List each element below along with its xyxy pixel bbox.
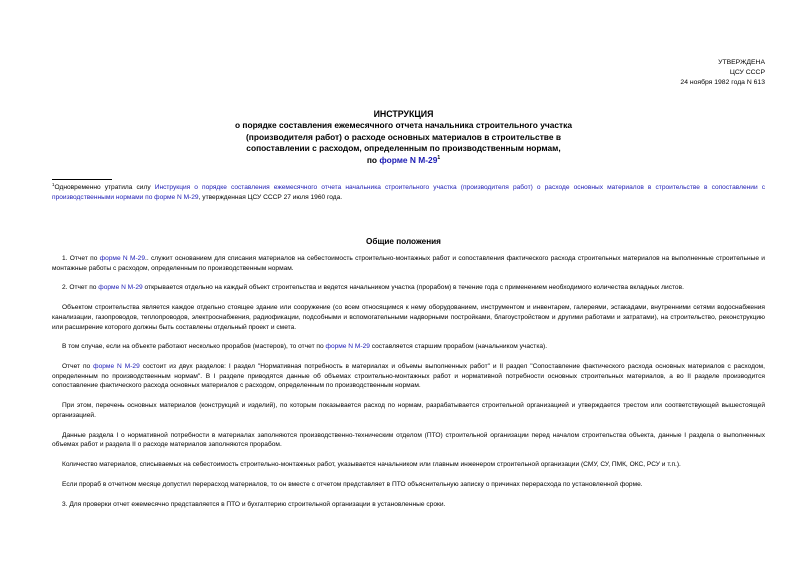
approval-line-approved: УТВЕРЖДЕНА (718, 59, 765, 66)
title-line-1: о порядке составления ежемесячного отчета начальника строительного участка (234, 120, 572, 131)
superseded-instruction-link[interactable]: Инструкция о порядке составления ежемесячного отчета начальника строительного участка (производителя работ) о расходе основных материалов в строительстве в сопоставлении с производственными нормами по форме N М-29 (52, 184, 766, 202)
paragraph-7: Данные раздела I о нормативной потребности в материалах заполняются производственно-техническим отделом (ПТО) строительной организации перед началом строительства объекта, данные I раздела о выполненных объемах работ и раздела II о расходе материалов заполняются прорабом. (52, 431, 765, 449)
footnote-mark: 1 (52, 182, 55, 187)
paragraph-5-text-b: состоит из двух разделов: I раздел "Нормативная потребность в материалах и объемы выполненных работ" и II раздел "Сопоставление фактического расхода основных материалов с расходом, определенным по производственным нормам". В I разделе приводятся данные об объемах строительно-монтажных работ и нормативной потребности основных строительных материалов, а во II разделе производится сопоставление фактического расхода основных материалов с расходом, определенным по производственным нормам. (52, 363, 765, 390)
document-title (0, 108, 807, 167)
document-body (52, 254, 765, 520)
form-m29-link-p5[interactable]: форме N М-29 (93, 363, 140, 371)
title-footnote-mark[interactable]: 1 (437, 155, 441, 162)
title-line-4-prefix: по (366, 154, 378, 165)
footnote-prefix: Одновременно утратила силу (54, 184, 151, 192)
title-line-2: (производителя работ) о расходе основных материалов в строительстве в (246, 131, 561, 142)
paragraph-6: При этом, перечень основных материалов (конструкций и изделий), по которым показывается расход по нормам, разрабатывается строительной организацией и утверждается трестом или соответствующей вышестоящей организацией. (52, 402, 765, 419)
paragraph-2 (52, 283, 765, 293)
section-title-general: Общие положения (366, 237, 441, 246)
paragraph-5 (52, 362, 765, 391)
approval-stamp (680, 58, 765, 89)
paragraph-3: Объектом строительства является каждое отдельно стоящее здание или сооружение (со всем относящимся к нему оборудованием, инструментом и инвентарем, галереями, эстакадами, внутренними сетями водоснабжения канализации, газопроводов, теплопроводов, электроснабжения, радиофикации, подсобными и вспомогательными надворными постройками, благоустройством и другими работами и затратами), на строительство, реконструкцию или расширение которого должны быть составлены отдельный проект и смета. (52, 304, 765, 331)
paragraph-4-text-b: составляется старшим прорабом (начальником участка). (369, 343, 548, 351)
paragraph-4-text-a: В том случае, если на объекте работают несколько прорабов (мастеров), то отчет по (62, 343, 326, 351)
footnote (52, 182, 765, 204)
form-m29-link-p4[interactable]: форме N М-29 (325, 343, 370, 351)
paragraph-2-text-a: 2. Отчет по (62, 284, 99, 292)
approval-line-date: 24 ноября 1982 года N 613 (680, 79, 765, 87)
paragraph-1-text-a: 1. Отчет по (62, 255, 100, 262)
form-m29-link-p2[interactable]: форме N М-29 (98, 284, 143, 292)
form-m29-link-p1[interactable]: форме N М-29 (99, 255, 146, 262)
paragraph-9: Если прораб в отчетном месяце допустил перерасход материалов, то он вместе с отчетом представляет в ПТО объяснительную записку о причинах перерасхода по установленной форме. (62, 481, 643, 489)
footnote-divider (52, 179, 112, 180)
paragraph-2-text-b: открывается отдельно на каждый объект строительства и ведется начальником участка (прорабом) в течение года с применением необходимого количества вкладных листов. (142, 284, 684, 292)
title-line-3: сопоставлении с расходом, определенным по производственным нормам, (246, 143, 561, 154)
paragraph-8: Количество материалов, списываемых на себестоимость строительно-монтажных работ, указывается начальником или главным инженером строительной организации (СМУ, СУ, ПМК, ОКС, РСУ и т.п.). (62, 461, 681, 469)
footnote-suffix: , утвержденная ЦСУ СССР 27 июля 1960 года. (198, 194, 343, 202)
paragraph-10: 3. Для проверки отчет ежемесячно представляется в ПТО и бухгалтерию строительной организации в установленные сроки. (62, 501, 446, 509)
title-line-4 (0, 155, 807, 167)
form-m29-title-link[interactable]: форме N М-29 (379, 154, 438, 165)
approval-line-authority: ЦСУ СССР (729, 69, 765, 77)
paragraph-5-text-a: Отчет по (62, 363, 94, 371)
title-heading: ИНСТРУКЦИЯ (373, 109, 434, 119)
paragraph-4 (52, 342, 765, 352)
paragraph-1 (52, 254, 765, 273)
paragraph-1-text-b: .. служит основанием для списания материалов на себестоимость строительно-монтажных работ и сопоставления фактического расхода строительных материалов на выполненные строительные и монтажные работы с расходом, определенным по производственным нормам. (52, 255, 765, 272)
